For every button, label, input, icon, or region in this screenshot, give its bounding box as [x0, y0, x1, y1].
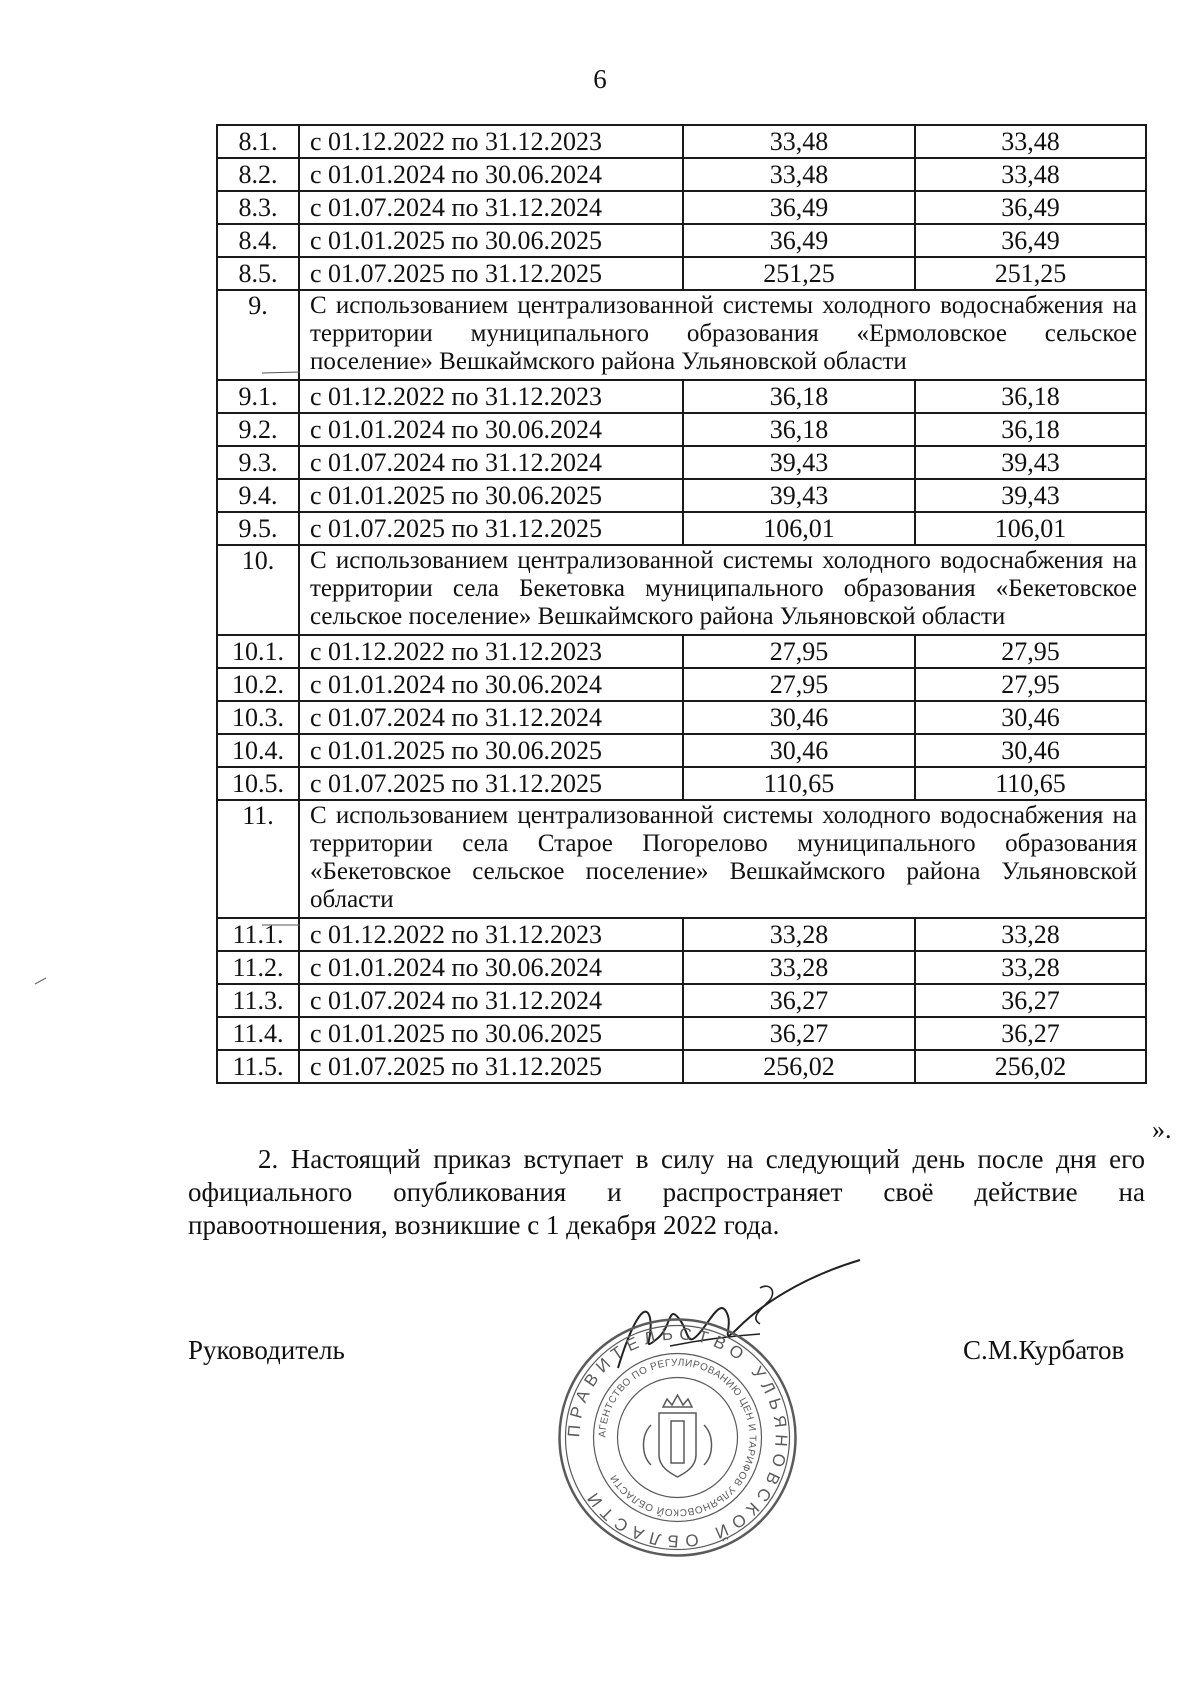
- tariff-value-cell: 30,46: [683, 734, 915, 767]
- row-number: 9.5.: [217, 512, 299, 545]
- scan-mark: [262, 370, 302, 376]
- section-number: 10.: [217, 545, 299, 635]
- tariff-value-cell: 36,49: [915, 191, 1146, 224]
- tariff-value-cell: 110,65: [915, 767, 1146, 800]
- row-number: 8.4.: [217, 224, 299, 257]
- tariff-value-cell: 33,28: [683, 951, 915, 984]
- tariff-value-cell: 33,28: [683, 918, 915, 951]
- tariff-value-cell: 106,01: [683, 512, 915, 545]
- row-number: 11.5.: [217, 1050, 299, 1083]
- table-row: [217, 635, 1146, 668]
- period-cell: с 01.01.2025 по 30.06.2025: [299, 734, 683, 767]
- period-cell: с 01.07.2025 по 31.12.2025: [299, 767, 683, 800]
- table-row: [217, 158, 1146, 191]
- table-row: [217, 125, 1146, 158]
- tariff-value-cell: 251,25: [683, 257, 915, 290]
- section-header-row: [217, 545, 1146, 635]
- page-number: 6: [593, 64, 607, 94]
- scan-mark: [262, 922, 302, 928]
- row-number: 9.2.: [217, 413, 299, 446]
- tariff-value-cell: 39,43: [683, 446, 915, 479]
- period-cell: с 01.07.2025 по 31.12.2025: [299, 1050, 683, 1083]
- table-row: [217, 380, 1146, 413]
- section-header-row: [217, 290, 1146, 380]
- row-number: 9.4.: [217, 479, 299, 512]
- row-number: 11.2.: [217, 951, 299, 984]
- row-number: 8.1.: [217, 125, 299, 158]
- period-cell: с 01.07.2024 по 31.12.2024: [299, 446, 683, 479]
- tariff-value-cell: 36,27: [915, 1017, 1146, 1050]
- period-cell: с 01.12.2022 по 31.12.2023: [299, 125, 683, 158]
- tariff-value-cell: 36,49: [683, 224, 915, 257]
- tariff-value-cell: 251,25: [915, 257, 1146, 290]
- tariff-value-cell: 36,27: [683, 1017, 915, 1050]
- section-header-row: [217, 800, 1146, 918]
- tariff-value-cell: 36,27: [915, 984, 1146, 1017]
- period-cell: с 01.01.2024 по 30.06.2024: [299, 668, 683, 701]
- tariff-value-cell: 256,02: [683, 1050, 915, 1083]
- tariff-value-cell: 33,48: [915, 158, 1146, 191]
- tariff-value-cell: 33,48: [915, 125, 1146, 158]
- row-number: 9.3.: [217, 446, 299, 479]
- table-row: [217, 413, 1146, 446]
- row-number: 10.2.: [217, 668, 299, 701]
- tariff-value-cell: 30,46: [683, 701, 915, 734]
- section-description: С использованием централизованной системы холодного водоснабжения на территории села Бекетовка муниципального образования «Бекетовское сельское поселение» Вешкаймского района Ульяновской области: [299, 545, 1146, 635]
- row-number: 8.5.: [217, 257, 299, 290]
- table-row: [217, 918, 1146, 951]
- table-row: [217, 1017, 1146, 1050]
- period-cell: с 01.12.2022 по 31.12.2023: [299, 380, 683, 413]
- table-row: [217, 668, 1146, 701]
- period-cell: с 01.01.2024 по 30.06.2024: [299, 158, 683, 191]
- tariff-value-cell: 27,95: [915, 635, 1146, 668]
- tariff-value-cell: 33,48: [683, 158, 915, 191]
- table-row: [217, 512, 1146, 545]
- tariff-value-cell: 36,18: [683, 413, 915, 446]
- tariff-value-cell: 36,18: [915, 413, 1146, 446]
- section-description: С использованием централизованной системы холодного водоснабжения на территории села Старое Погорелово муниципального образования «Бекетовское сельское поселение» Вешкаймского района Ульяновской области: [299, 800, 1146, 918]
- tariff-value-cell: 30,46: [915, 734, 1146, 767]
- row-number: 8.3.: [217, 191, 299, 224]
- table-row: [217, 224, 1146, 257]
- tariff-value-cell: 27,95: [683, 635, 915, 668]
- signatory-role: Руководитель: [188, 1335, 345, 1365]
- official-stamp: [555, 1315, 800, 1560]
- table-row: [217, 951, 1146, 984]
- period-cell: с 01.01.2025 по 30.06.2025: [299, 224, 683, 257]
- section-description: С использованием централизованной системы холодного водоснабжения на территории муниципального образования «Ермоловское сельское поселение» Вешкаймского района Ульяновской области: [299, 290, 1146, 380]
- tariff-value-cell: 33,28: [915, 918, 1146, 951]
- signatory-name: С.М.Курбатов: [963, 1335, 1125, 1365]
- tariff-value-cell: 27,95: [683, 668, 915, 701]
- table-row: [217, 701, 1146, 734]
- tariff-table: [216, 124, 1147, 1084]
- table-row: [217, 191, 1146, 224]
- tariff-value-cell: 36,27: [683, 984, 915, 1017]
- section-number: 9.: [217, 290, 299, 380]
- tariff-value-cell: 33,28: [915, 951, 1146, 984]
- tariff-value-cell: 39,43: [683, 479, 915, 512]
- period-cell: с 01.07.2025 по 31.12.2025: [299, 512, 683, 545]
- table-row: [217, 1050, 1146, 1083]
- row-number: 11.1.: [217, 918, 299, 951]
- row-number: 11.4.: [217, 1017, 299, 1050]
- row-number: 10.3.: [217, 701, 299, 734]
- table-row: [217, 767, 1146, 800]
- tariff-value-cell: 33,48: [683, 125, 915, 158]
- table-row: [217, 257, 1146, 290]
- period-cell: с 01.07.2024 по 31.12.2024: [299, 701, 683, 734]
- table-row: [217, 446, 1146, 479]
- row-number: 8.2.: [217, 158, 299, 191]
- tariff-value-cell: 30,46: [915, 701, 1146, 734]
- tariff-value-cell: 36,18: [683, 380, 915, 413]
- tariff-value-cell: 36,18: [915, 380, 1146, 413]
- period-cell: с 01.12.2022 по 31.12.2023: [299, 635, 683, 668]
- tariff-value-cell: 39,43: [915, 479, 1146, 512]
- tariff-value-cell: 36,49: [915, 224, 1146, 257]
- stamp-inner-text: АГЕНТСТВО ПО РЕГУЛИРОВАНИЮ ЦЕН И ТАРИФОВ УЛЬЯНОВСКОЙ ОБЛАСТИ: [597, 1357, 758, 1518]
- period-cell: с 01.12.2022 по 31.12.2023: [299, 918, 683, 951]
- closing-quote: ».: [1152, 1115, 1172, 1144]
- period-cell: с 01.07.2024 по 31.12.2024: [299, 984, 683, 1017]
- period-cell: с 01.07.2024 по 31.12.2024: [299, 191, 683, 224]
- tariff-value-cell: 36,49: [683, 191, 915, 224]
- table-row: [217, 734, 1146, 767]
- tariff-value-cell: 256,02: [915, 1050, 1146, 1083]
- tariff-value-cell: 110,65: [683, 767, 915, 800]
- section-number: 11.: [217, 800, 299, 918]
- tariff-value-cell: 106,01: [915, 512, 1146, 545]
- row-number: 10.5.: [217, 767, 299, 800]
- svg-text:АГЕНТСТВО ПО РЕГУЛИРОВАНИЮ ЦЕН: [597, 1357, 757, 1518]
- row-number: 10.1.: [217, 635, 299, 668]
- period-cell: с 01.01.2025 по 30.06.2025: [299, 1017, 683, 1050]
- period-cell: с 01.01.2025 по 30.06.2025: [299, 479, 683, 512]
- row-number: 9.1.: [217, 380, 299, 413]
- tariff-value-cell: 39,43: [915, 446, 1146, 479]
- effective-date-paragraph: 2. Настоящий приказ вступает в силу на следующий день после дня его официального опубликования и распространяет своё действие на правоотношения, возникшие с 1 декабря 2022 года.: [188, 1144, 1145, 1240]
- period-cell: с 01.01.2024 по 30.06.2024: [299, 413, 683, 446]
- scan-mark: [34, 976, 48, 986]
- row-number: 11.3.: [217, 984, 299, 1017]
- stamp-outer-text: ПРАВИТЕЛЬСТВО УЛЬЯНОВСКОЙ ОБЛАСТИ: [564, 1324, 791, 1551]
- table-row: [217, 984, 1146, 1017]
- tariff-value-cell: 27,95: [915, 668, 1146, 701]
- row-number: 10.4.: [217, 734, 299, 767]
- period-cell: с 01.07.2025 по 31.12.2025: [299, 257, 683, 290]
- table-row: [217, 479, 1146, 512]
- period-cell: с 01.01.2024 по 30.06.2024: [299, 951, 683, 984]
- coat-of-arms-emblem: [644, 1395, 712, 1477]
